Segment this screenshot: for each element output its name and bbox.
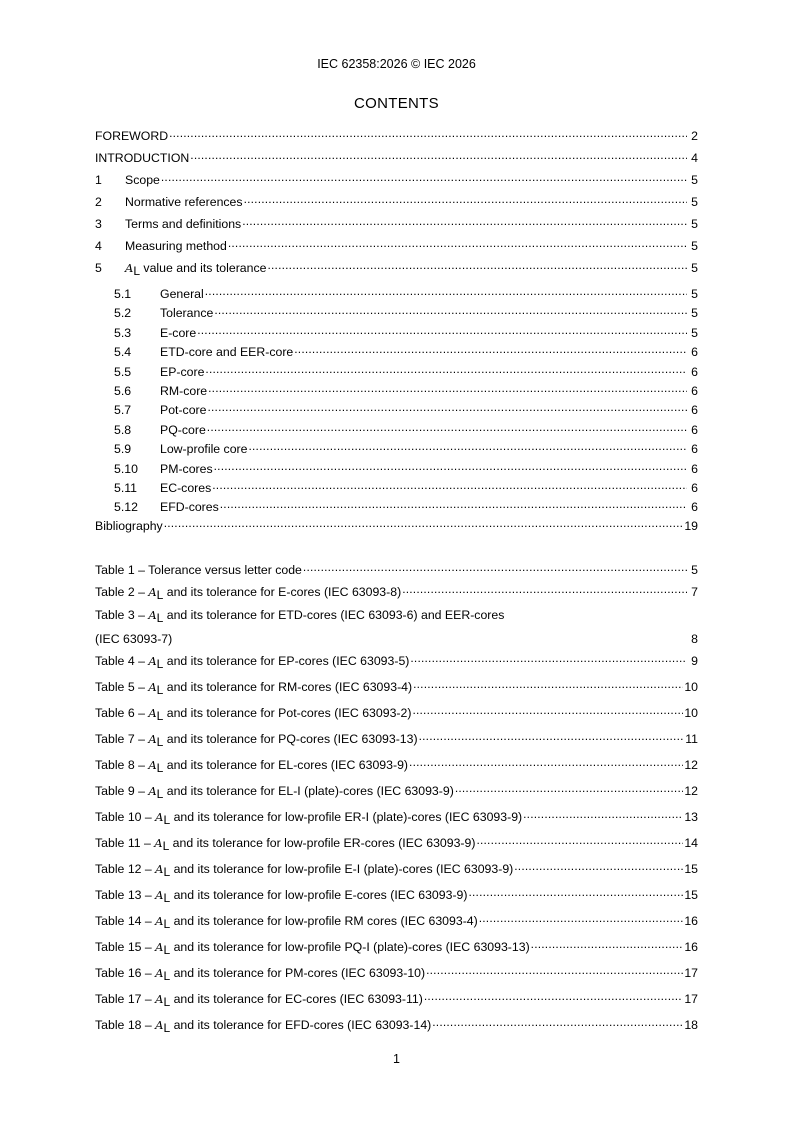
al-symbol-sub: L [156, 735, 164, 749]
table-entry-number: Table 6 – [95, 706, 149, 720]
table-entry-page: 10 [684, 706, 698, 720]
dot-leader [424, 990, 683, 1003]
al-symbol-sub: L [156, 657, 164, 671]
table-entry-caption: and its tolerance for low-profile RM cores (IEC 63093-4) [170, 914, 478, 928]
toc-subentry-label: Low-profile core [160, 442, 248, 457]
toc-subentry-page: 6 [691, 345, 698, 360]
dot-leader [164, 517, 684, 530]
al-symbol-main: A [148, 784, 157, 798]
toc-subentry-number: 5.5 [114, 364, 132, 379]
table-entry-page: 16 [684, 940, 698, 954]
table-entry-page: 5 [691, 563, 698, 577]
list-of-tables-entry[interactable] [95, 808, 698, 825]
table-entry-label [95, 585, 401, 600]
toc-subentry-label: E-core [160, 325, 197, 340]
al-symbol-sub: L [163, 995, 171, 1009]
toc-entry[interactable] [95, 127, 698, 144]
dot-leader [267, 259, 687, 272]
dot-leader [242, 215, 687, 228]
table-entry-label [95, 706, 411, 721]
dot-leader [169, 127, 687, 140]
al-symbol [155, 888, 171, 905]
table-entry-caption: and its tolerance for EP-cores (IEC 63093-5) [163, 654, 410, 668]
table-entry-caption: Tolerance versus letter code [148, 563, 302, 577]
toc-subentry[interactable] [114, 498, 698, 515]
list-of-tables-entry[interactable] [95, 990, 698, 1007]
table-entry-number: Table 17 – [95, 992, 156, 1006]
table-entry-label [95, 680, 412, 695]
al-symbol-main: A [148, 608, 157, 622]
toc-subentry-number: 5.1 [114, 287, 132, 301]
table-entry-number: Table 7 – [95, 732, 149, 746]
table-entry-number: Table 8 – [95, 758, 149, 772]
toc-entry-number: 1 [95, 173, 102, 187]
toc-subentry-page: 5 [691, 287, 698, 301]
table-entry-page: 18 [684, 1018, 698, 1032]
toc-entry-number: 4 [95, 239, 102, 253]
table-entry-number: Table 9 – [95, 784, 149, 798]
list-of-tables-entry[interactable] [95, 756, 698, 773]
dot-leader [173, 630, 690, 643]
toc-entry-number: 3 [95, 217, 102, 231]
toc-entry-page: 5 [691, 173, 698, 187]
toc-entry-label [125, 261, 266, 276]
dot-leader [514, 860, 683, 873]
toc-subentry-label: RM-core [160, 384, 208, 398]
table-entry-caption: and its tolerance for low-profile E-cores (IEC 63093-9) [170, 888, 468, 902]
table-entry-page: 15 [684, 862, 698, 876]
table-entry-page: 8 [691, 632, 698, 646]
al-symbol-main: A [155, 862, 164, 876]
dot-leader [214, 460, 687, 473]
toc-subentry[interactable] [114, 440, 698, 457]
toc-subentry-label: General [160, 287, 204, 301]
toc-subentry[interactable] [114, 401, 698, 418]
dot-leader [476, 834, 683, 847]
dot-leader [207, 401, 687, 414]
al-symbol [148, 784, 164, 801]
toc-subentry[interactable] [114, 363, 698, 380]
table-entry-caption: and its tolerance for PQ-cores (IEC 63093-13) [163, 732, 418, 746]
al-symbol-sub: L [163, 1021, 171, 1035]
al-symbol [148, 758, 164, 775]
table-entry-caption: and its tolerance for EL-I (plate)-cores (IEC 63093-9) [163, 784, 454, 798]
table-entry-label [95, 758, 408, 773]
dot-leader [208, 382, 687, 395]
toc-entry[interactable] [95, 193, 698, 210]
table-entry-label [95, 940, 530, 955]
al-symbol-sub: L [133, 264, 140, 278]
toc-subentry-number: 5.10 [114, 461, 138, 476]
table-entry-label [95, 563, 302, 578]
table-entry-caption: and its tolerance for EC-cores (IEC 63093-11) [170, 992, 423, 1006]
table-entry-number: Table 18 – [95, 1018, 156, 1032]
dot-leader [410, 652, 687, 665]
al-symbol-main: A [155, 914, 164, 928]
table-entry-caption: and its tolerance for Pot-cores (IEC 63093-2) [163, 706, 412, 720]
dot-leader [161, 171, 687, 184]
toc-subentry-page: 5 [691, 306, 698, 321]
table-entry-caption: and its tolerance for low-profile E-I (plate)-cores (IEC 63093-9) [170, 862, 514, 876]
table-entry-page: 11 [685, 732, 698, 746]
toc-entry-label-text: value and its tolerance [140, 261, 267, 275]
list-of-tables-entry[interactable] [95, 912, 698, 929]
toc-subentry-number: 5.4 [114, 345, 132, 360]
toc-entry-page: 5 [691, 195, 698, 209]
al-symbol-main: A [148, 654, 157, 668]
table-entry-label [95, 914, 478, 929]
dot-leader [479, 912, 684, 925]
toc-subentry-page: 6 [691, 422, 698, 437]
dot-leader [432, 1016, 683, 1029]
al-symbol-main: A [155, 810, 164, 824]
table-entry-page: 15 [684, 888, 698, 902]
dot-leader [419, 730, 685, 743]
al-symbol-sub: L [163, 917, 171, 931]
page-title: CONTENTS [354, 95, 439, 112]
al-symbol [125, 261, 140, 278]
toc-entry-page: 2 [691, 129, 698, 143]
al-symbol-sub: L [162, 839, 170, 853]
toc-entry-number: 2 [95, 195, 102, 209]
al-symbol [155, 862, 171, 879]
dot-leader [294, 343, 687, 356]
al-symbol-sub: L [163, 813, 171, 827]
list-of-tables-entry[interactable] [95, 561, 698, 578]
dot-leader [197, 324, 687, 337]
table-entry-page: 16 [684, 914, 698, 928]
table-entry-number: Table 13 – [95, 888, 156, 902]
table-entry-label [95, 654, 409, 669]
toc-entry[interactable] [95, 149, 698, 166]
table-entry-page: 12 [684, 758, 698, 772]
al-symbol [148, 654, 164, 671]
table-entry-label [95, 992, 423, 1007]
toc-subentry-label: EC-cores [160, 481, 212, 495]
table-entry-number: Table 12 – [95, 862, 156, 876]
dot-leader [531, 938, 684, 951]
page-header: IEC 62358:2026 © IEC 2026 [317, 57, 476, 71]
list-of-tables-entry[interactable] [95, 860, 698, 877]
al-symbol-main: A [148, 706, 157, 720]
table-entry-number: Table 1 – [95, 563, 149, 577]
al-symbol-sub: L [156, 611, 164, 625]
al-symbol-sub: L [163, 891, 171, 905]
al-symbol [155, 914, 171, 931]
dot-leader [455, 782, 684, 795]
toc-subentry-number: 5.12 [114, 500, 138, 515]
toc-entry-label: Measuring method [125, 239, 227, 253]
dot-leader [207, 421, 687, 434]
toc-subentry[interactable] [114, 460, 698, 477]
list-of-tables-entry[interactable] [95, 1016, 698, 1033]
al-symbol [154, 836, 170, 853]
al-symbol [148, 732, 164, 749]
table-entry-page: 14 [684, 836, 698, 850]
al-symbol-main: A [155, 992, 164, 1006]
list-of-tables-entry[interactable] [95, 938, 698, 955]
table-entry-caption: and its tolerance for ETD-cores (IEC 63093-6) and EER-cores [163, 608, 505, 622]
al-symbol-sub: L [156, 588, 164, 602]
toc-subentry-number: 5.7 [114, 403, 132, 418]
table-entry-number: Table 4 – [95, 654, 149, 668]
toc-entry-page: 5 [691, 217, 698, 231]
toc-subentry[interactable] [114, 382, 698, 399]
al-symbol-main: A [154, 836, 163, 850]
dot-leader [409, 756, 683, 769]
al-symbol [148, 680, 164, 697]
toc-subentry[interactable] [114, 304, 698, 321]
table-entry-number: Table 16 – [95, 966, 156, 980]
dot-leader [205, 285, 687, 298]
al-symbol-sub: L [156, 709, 164, 723]
table-entry-label [95, 784, 454, 799]
dot-leader [402, 583, 687, 596]
toc-entry-label: Terms and definitions [125, 217, 242, 231]
table-entry-label [95, 862, 513, 877]
toc-entry-label: Scope [125, 173, 160, 187]
toc-subentry-label: PQ-core [160, 422, 206, 437]
toc-entry-label: FOREWORD [95, 129, 169, 143]
list-of-tables-entry-continuation[interactable] [95, 630, 698, 647]
toc-entry-number: 5 [95, 261, 102, 275]
toc-entry[interactable] [95, 215, 698, 232]
toc-entry-page: 19 [684, 519, 698, 533]
dot-leader [220, 498, 687, 511]
toc-entry[interactable] [95, 259, 698, 276]
dot-leader [214, 304, 687, 317]
al-symbol-main: A [148, 585, 157, 599]
table-entry-number: Table 15 – [95, 940, 156, 954]
dot-leader [303, 561, 687, 574]
table-entry-page: 17 [684, 992, 698, 1006]
dot-leader [468, 886, 683, 899]
list-of-tables-entry[interactable] [95, 704, 698, 721]
dot-leader [228, 237, 687, 250]
toc-subentry-page: 6 [691, 481, 698, 495]
toc-entry-label: Bibliography [95, 519, 163, 533]
list-of-tables-entry[interactable] [95, 608, 698, 623]
al-symbol-main: A [155, 966, 164, 980]
al-symbol [155, 940, 171, 957]
table-entry-page: 12 [684, 784, 698, 798]
al-symbol-main: A [148, 758, 157, 772]
dot-leader [205, 363, 687, 376]
toc-subentry-page: 6 [691, 364, 698, 379]
toc-subentry-page: 6 [691, 500, 698, 515]
al-symbol-main: A [155, 940, 164, 954]
toc-subentry-number: 5.6 [114, 384, 132, 398]
toc-subentry-page: 6 [691, 442, 698, 457]
page-number: 1 [393, 1052, 400, 1066]
table-entry-page: 10 [684, 680, 698, 694]
al-symbol [155, 992, 171, 1009]
toc-subentry[interactable] [114, 479, 698, 496]
list-of-tables-entry[interactable] [95, 678, 698, 695]
table-entry-caption: and its tolerance for EL-cores (IEC 63093-9) [163, 758, 409, 772]
dot-leader [244, 193, 687, 206]
toc-subentry[interactable] [114, 421, 698, 438]
table-entry-caption: and its tolerance for RM-cores (IEC 63093-4) [163, 680, 413, 694]
toc-subentry-page: 6 [691, 403, 698, 418]
al-symbol [155, 966, 171, 983]
list-of-tables-entry[interactable] [95, 886, 698, 903]
list-of-tables-entry[interactable] [95, 652, 698, 669]
table-entry-number: Table 2 – [95, 585, 149, 599]
toc-subentry-number: 5.8 [114, 422, 132, 437]
al-symbol-main: A [125, 261, 134, 275]
al-symbol-main: A [148, 732, 157, 746]
table-entry-number: Table 11 – [95, 836, 155, 850]
dot-leader [412, 704, 683, 717]
toc-subentry-label: Tolerance [160, 306, 214, 321]
al-symbol-sub: L [163, 943, 171, 957]
table-entry-label [95, 966, 425, 981]
toc-entry[interactable] [95, 237, 698, 254]
dot-leader [523, 808, 683, 821]
toc-entry-page: 5 [691, 239, 698, 253]
dot-leader [212, 479, 687, 492]
table-entry-label [95, 732, 418, 747]
toc-entry-bibliography[interactable] [95, 517, 698, 534]
list-of-tables-entry[interactable] [95, 964, 698, 981]
toc-subentry-label: PM-cores [160, 461, 213, 476]
toc-subentry[interactable] [114, 285, 698, 302]
toc-entry-label: Normative references [125, 195, 243, 209]
table-entry-page: 13 [684, 810, 698, 824]
toc-subentry[interactable] [114, 324, 698, 341]
table-entry-number: Table 3 – [95, 608, 149, 622]
al-symbol-sub: L [156, 787, 164, 801]
table-entry-page: 17 [684, 966, 698, 980]
table-entry-page: 9 [691, 654, 698, 668]
toc-subentry-number: 5.2 [114, 306, 132, 321]
al-symbol-sub: L [163, 865, 171, 879]
table-entry-label [95, 836, 475, 851]
list-of-tables-entry[interactable] [95, 834, 698, 851]
table-entry-page: 7 [691, 585, 698, 599]
list-of-tables-entry[interactable] [95, 730, 698, 747]
toc-entry-label: INTRODUCTION [95, 151, 190, 165]
toc-subentry-page: 6 [691, 461, 698, 476]
dot-leader [426, 964, 683, 977]
toc-subentry-number: 5.3 [114, 325, 132, 340]
table-entry-caption: and its tolerance for low-profile ER-I (plate)-cores (IEC 63093-9) [170, 810, 523, 824]
list-of-tables-entry[interactable] [95, 782, 698, 799]
al-symbol-main: A [148, 680, 157, 694]
al-symbol [148, 585, 164, 602]
toc-subentry-label: EP-core [160, 364, 205, 379]
table-entry-caption: and its tolerance for PM-cores (IEC 63093-10) [170, 966, 426, 980]
list-of-tables-entry[interactable] [95, 583, 698, 600]
toc-subentry-label: EFD-cores [160, 500, 219, 515]
table-entry-number: Table 5 – [95, 680, 149, 694]
toc-subentry[interactable] [114, 343, 698, 360]
table-entry-number: Table 10 – [95, 810, 156, 824]
dot-leader [190, 149, 687, 162]
table-entry-label [95, 810, 522, 825]
table-entry-caption: and its tolerance for low-profile ER-cores (IEC 63093-9) [169, 836, 476, 850]
dot-leader [413, 678, 683, 691]
al-symbol-sub: L [163, 969, 171, 983]
toc-entry-page: 4 [691, 151, 698, 165]
al-symbol [155, 810, 171, 827]
al-symbol [155, 1018, 171, 1035]
toc-subentry-label: Pot-core [160, 403, 207, 418]
table-entry-caption: and its tolerance for E-cores (IEC 63093-8) [163, 585, 402, 599]
al-symbol [148, 608, 164, 625]
al-symbol-sub: L [156, 683, 164, 697]
toc-entry[interactable] [95, 171, 698, 188]
table-entry-caption-continued: (IEC 63093-7) [95, 632, 173, 646]
toc-subentry-page: 5 [691, 325, 698, 340]
toc-subentry-number: 5.11 [114, 481, 138, 495]
dot-leader [248, 440, 687, 453]
table-entry-number: Table 14 – [95, 914, 156, 928]
al-symbol [148, 706, 164, 723]
toc-subentry-page: 6 [691, 384, 698, 398]
toc-entry-page: 5 [691, 261, 698, 275]
table-entry-label [95, 888, 467, 903]
al-symbol-sub: L [156, 761, 164, 775]
toc-subentry-label: ETD-core and EER-core [160, 345, 294, 360]
table-entry-label [95, 608, 504, 623]
al-symbol-main: A [155, 888, 164, 902]
table-entry-caption: and its tolerance for EFD-cores (IEC 63093-14) [170, 1018, 432, 1032]
table-entry-caption: and its tolerance for low-profile PQ-I (plate)-cores (IEC 63093-13) [170, 940, 530, 954]
al-symbol-main: A [155, 1018, 164, 1032]
toc-subentry-number: 5.9 [114, 442, 132, 457]
table-entry-label [95, 1018, 431, 1033]
